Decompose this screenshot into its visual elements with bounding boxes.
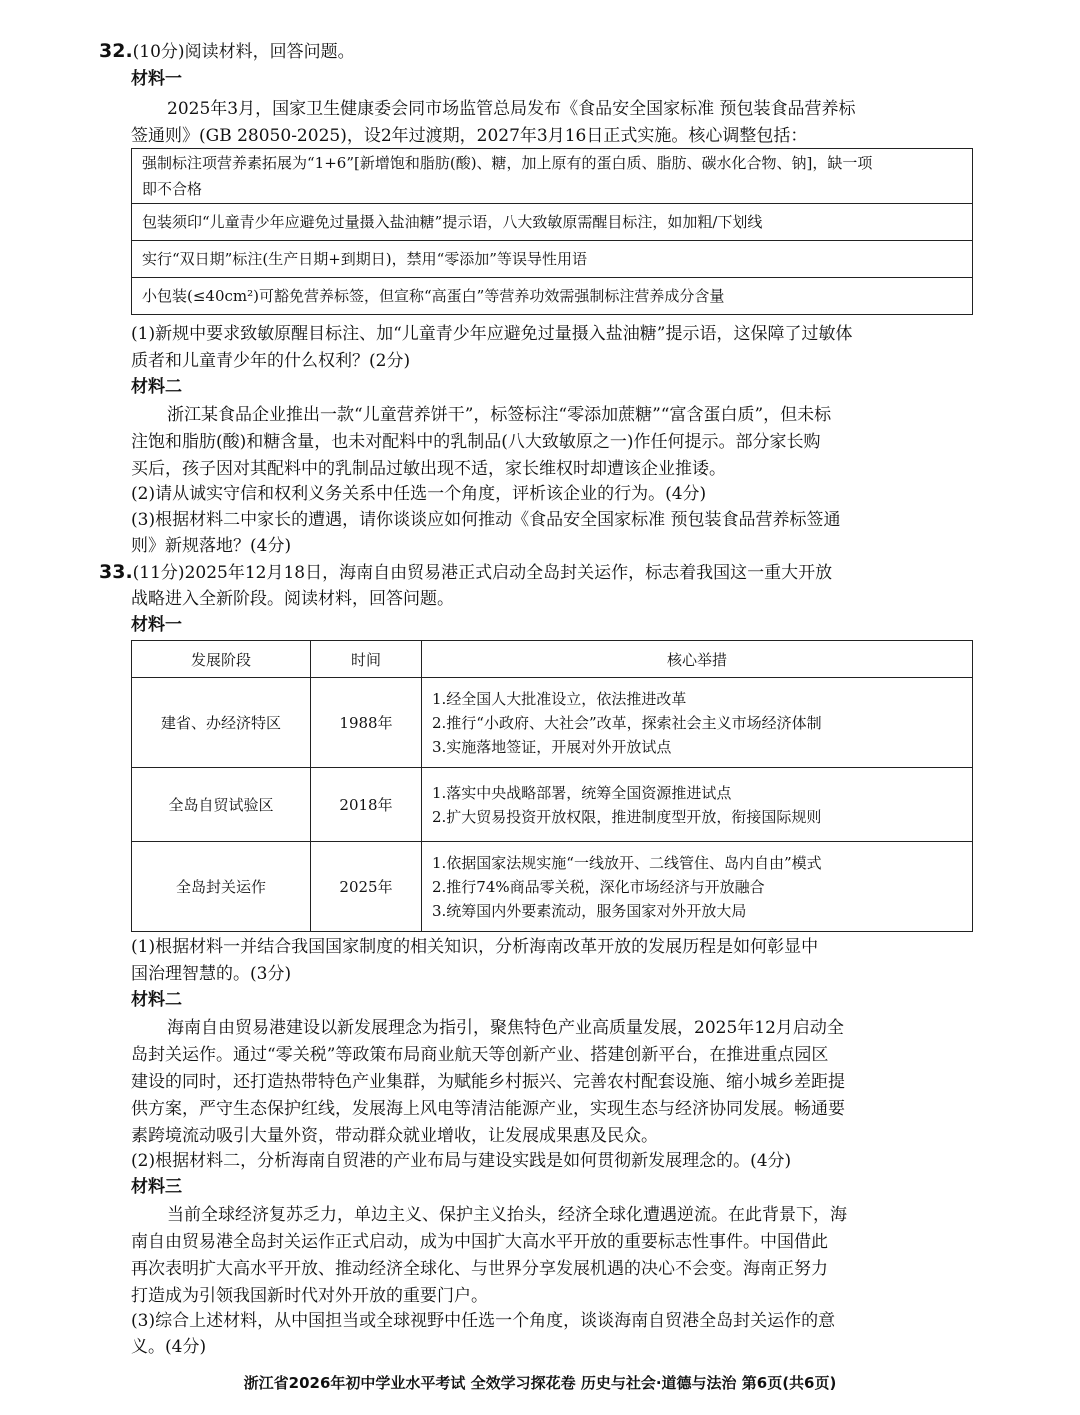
table-cell-text: 即不合格 <box>142 180 203 198</box>
q33-material2-line: 海南自由贸易港建设以新发展理念为指引，聚焦特色产业高质量发展，2025年12月启动全 <box>167 1018 844 1038</box>
q33-material3-line: 南自由贸易港全岛封关运作正式启动，成为中国扩大高水平开放的重要标志性事件。中国借此 <box>131 1232 828 1252</box>
q33-intro-text: (11分)2025年12月18日，海南自由贸易港正式启动全岛封关运作，标志着我国这一重大开放 <box>132 563 833 583</box>
table-row <box>132 278 973 315</box>
q33-material3-line: 当前全球经济复苏乏力，单边主义、保护主义抬头，经济全球化遭遇逆流。在此背景下，海 <box>167 1205 847 1225</box>
time-cell: 2025年 <box>311 842 422 932</box>
q32-header <box>99 38 355 65</box>
page-footer: 浙江省2026年初中学业水平考试 全效学习探花卷 历史与社会·道德与法治 第6页(共6页) <box>243 1374 837 1392</box>
q32-material2-line: 注饱和脂肪(酸)和糖含量，也未对配料中的乳制品(八大致敏原之一)作任何提示。部分家长购 <box>131 432 821 452</box>
measure-item: 3.实施落地签证，开展对外开放试点 <box>432 737 672 756</box>
q33-material2-label: 材料二 <box>131 990 182 1010</box>
q32-number: 32. <box>99 40 133 62</box>
column-header: 发展阶段 <box>132 641 311 678</box>
q33-sub2: (2)根据材料二，分析海南自贸港的产业布局与建设实践是如何贯彻新发展理念的。(4分) <box>131 1151 792 1171</box>
column-header: 时间 <box>311 641 422 678</box>
q32-sub3-line: 则》新规落地？(4分) <box>131 536 292 556</box>
stage-cell: 建省、办经济特区 <box>132 678 311 768</box>
table-row <box>132 842 973 932</box>
q32-material1-line: 签通则》(GB 28050-2025)，设2年过渡期，2027年3月16日正式实施。核心调整包括： <box>131 126 808 146</box>
table-row <box>132 768 973 842</box>
q33-material2-line: 岛封关运作。通过“零关税”等政策布局商业航天等创新产业、搭建创新平台，在推进重点园区 <box>131 1045 829 1065</box>
table-cell: 实行“双日期”标注(生产日期+到期日)，禁用“零添加”等误导性用语 <box>132 241 973 278</box>
stage-cell: 全岛封关运作 <box>132 842 311 932</box>
stage-cell: 全岛自贸试验区 <box>132 768 311 842</box>
q33-sub1-line: (1)根据材料一并结合我国国家制度的相关知识，分析海南改革开放的发展历程是如何彰显中 <box>131 937 819 957</box>
q33-history-table <box>131 640 973 932</box>
measure-item: 2.扩大贸易投资开放权限，推进制度型开放，衔接国际规则 <box>432 807 822 826</box>
q32-material2-line: 浙江某食品企业推出一款“儿童营养饼干”，标签标注“零添加蔗糖”“富含蛋白质”，但未标 <box>167 405 832 425</box>
table-row <box>132 149 973 204</box>
table-row <box>132 204 973 241</box>
q32-material2-line: 买后，孩子因对其配料中的乳制品过敏出现不适，家长维权时却遭该企业推诿。 <box>131 459 726 479</box>
table-row <box>132 678 973 768</box>
q33-sub3-line: (3)综合上述材料，从中国担当或全球视野中任选一个角度，谈谈海南自贸港全岛封关运作的意 <box>131 1311 836 1331</box>
measures-cell <box>422 842 973 932</box>
q32-sub1-line: (1)新规中要求致敏原醒目标注、加“儿童青少年应避免过量摄入盐油糖”提示语，这保障了过敏体 <box>131 324 853 344</box>
q32-material2-label: 材料二 <box>131 377 182 397</box>
q33-material1-label: 材料一 <box>131 615 182 635</box>
table-cell: 小包装(≤40cm²)可豁免营养标签，但宣称“高蛋白”等营养功效需强制标注营养成分含量 <box>132 278 973 315</box>
q33-material2-line: 素跨境流动吸引大量外资，带动群众就业增收，让发展成果惠及民众。 <box>131 1126 658 1146</box>
q32-sub1-line: 质者和儿童青少年的什么权利？(2分) <box>131 351 411 371</box>
table-cell: 包装须印“儿童青少年应避免过量摄入盐油糖”提示语，八大致敏原需醒目标注，如加粗/下划线 <box>132 204 973 241</box>
q33-material3-label: 材料三 <box>131 1177 182 1197</box>
time-cell: 2018年 <box>311 768 422 842</box>
table-row <box>132 241 973 278</box>
measure-item: 2.推行74%商品零关税，深化市场经济与开放融合 <box>432 877 765 896</box>
table-header-row <box>132 641 973 678</box>
measure-item: 3.统筹国内外要素流动，服务国家对外开放大局 <box>432 901 747 920</box>
measures-cell <box>422 768 973 842</box>
q32-sub3-line: (3)根据材料二中家长的遭遇，请你谈谈应如何推动《食品安全国家标准 预包装食品营养标签通 <box>131 510 841 530</box>
q33-material3-line: 打造成为引领我国新时代对外开放的重要门户。 <box>131 1286 488 1306</box>
q32-material1-line: 2025年3月，国家卫生健康委会同市场监管总局发布《食品安全国家标准 预包装食品营养标 <box>167 99 856 119</box>
time-cell: 1988年 <box>311 678 422 768</box>
q32-sub2: (2)请从诚实守信和权利义务关系中任选一个角度，评析该企业的行为。(4分) <box>131 484 707 504</box>
q33-material3-line: 再次表明扩大高水平开放、推动经济全球化、与世界分享发展机遇的决心不会变。海南正努力 <box>131 1259 828 1279</box>
measure-item: 2.推行“小政府、大社会”改革，探索社会主义市场经济体制 <box>432 713 822 732</box>
column-header: 核心举措 <box>422 641 973 678</box>
measure-item: 1.依据国家法规实施“一线放开、二线管住、岛内自由”模式 <box>432 853 822 872</box>
q33-sub1-line: 国治理智慧的。(3分) <box>131 964 292 984</box>
q33-material2-line: 建设的同时，还打造热带特色产业集群，为赋能乡村振兴、完善农村配套设施、缩小城乡差距提 <box>131 1072 845 1092</box>
q33-number: 33. <box>99 561 133 583</box>
measures-cell <box>422 678 973 768</box>
measure-item: 1.落实中央战略部署，统筹全国资源推进试点 <box>432 783 732 802</box>
q33-intro-line: 战略进入全新阶段。阅读材料，回答问题。 <box>131 589 454 609</box>
q33-material2-line: 供方案，严守生态保护红线，发展海上风电等清洁能源产业，实现生态与经济协同发展。畅通要 <box>131 1099 845 1119</box>
q32-material1-label: 材料一 <box>131 69 182 89</box>
q32-standard-table <box>131 148 973 315</box>
q33-sub3-line: 义。(4分) <box>131 1337 207 1357</box>
q33-intro <box>99 559 832 586</box>
q32-header-text: (10分)阅读材料，回答问题。 <box>132 42 355 62</box>
measure-item: 1.经全国人大批准设立，依法推进改革 <box>432 689 687 708</box>
table-cell-text: 强制标注项营养素拓展为“1+6”[新增饱和脂肪(酸)、糖，加上原有的蛋白质、脂肪、碳水化合物、钠]，缺一项 <box>142 154 873 172</box>
